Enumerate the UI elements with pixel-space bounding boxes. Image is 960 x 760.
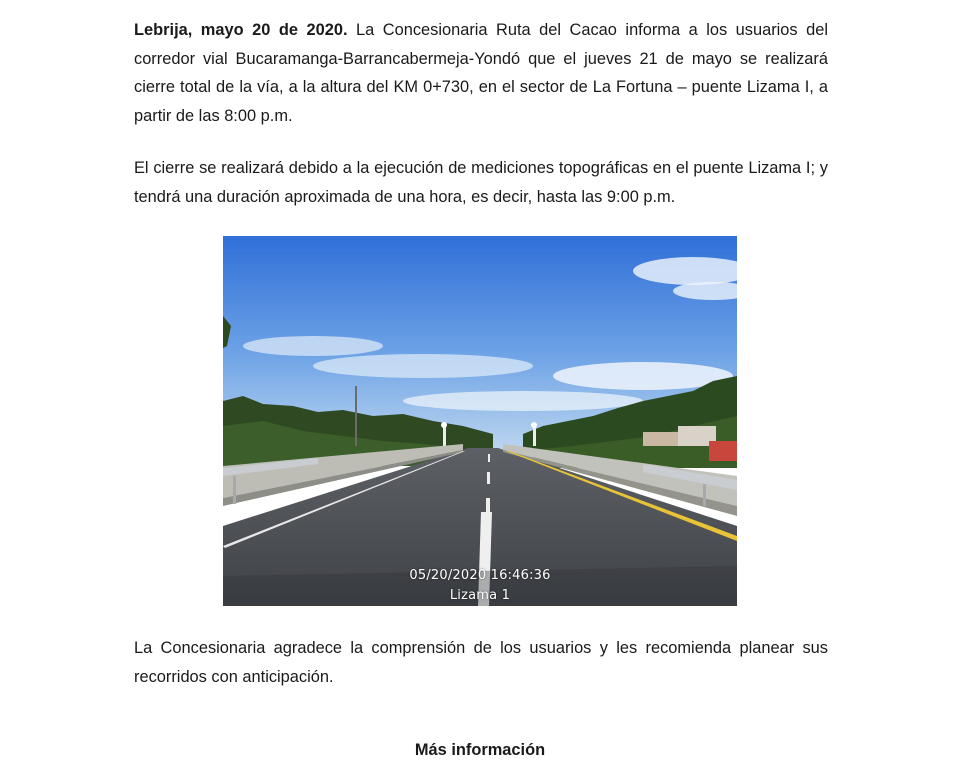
bridge-photo <box>223 236 737 606</box>
photo-timestamp: 05/20/2020 16:46:36 <box>409 568 551 583</box>
more-info-heading: Más información <box>414 741 546 759</box>
road-bridge-image <box>223 236 737 606</box>
photo-location-label: Lizama 1 <box>449 588 511 603</box>
paragraph-announcement <box>134 16 828 130</box>
paragraph-closure-reason: El cierre se realizará debido a la ejecución de mediciones topográficas en el puente Lizama I; y tendrá una duración aproximada de una hora, es decir, hasta las 9:00 p.m. <box>134 159 828 206</box>
dateline: Lebrija, mayo 20 de 2020. <box>134 21 348 39</box>
paragraph-closing: La Concesionaria agradece la comprensión de los usuarios y les recomienda planear sus recorridos con anticipación. <box>134 639 828 686</box>
announcement-body: La Concesionaria Ruta del Cacao informa a los usuarios del corredor vial Bucaramanga-Barrancabermeja-Yondó que el jueves 21 de mayo se realizará cierre total de la vía, a la altura del KM 0+730, en el sector de La Fortuna – puente Lizama I, a partir de las 8:00 p.m. <box>134 21 828 125</box>
